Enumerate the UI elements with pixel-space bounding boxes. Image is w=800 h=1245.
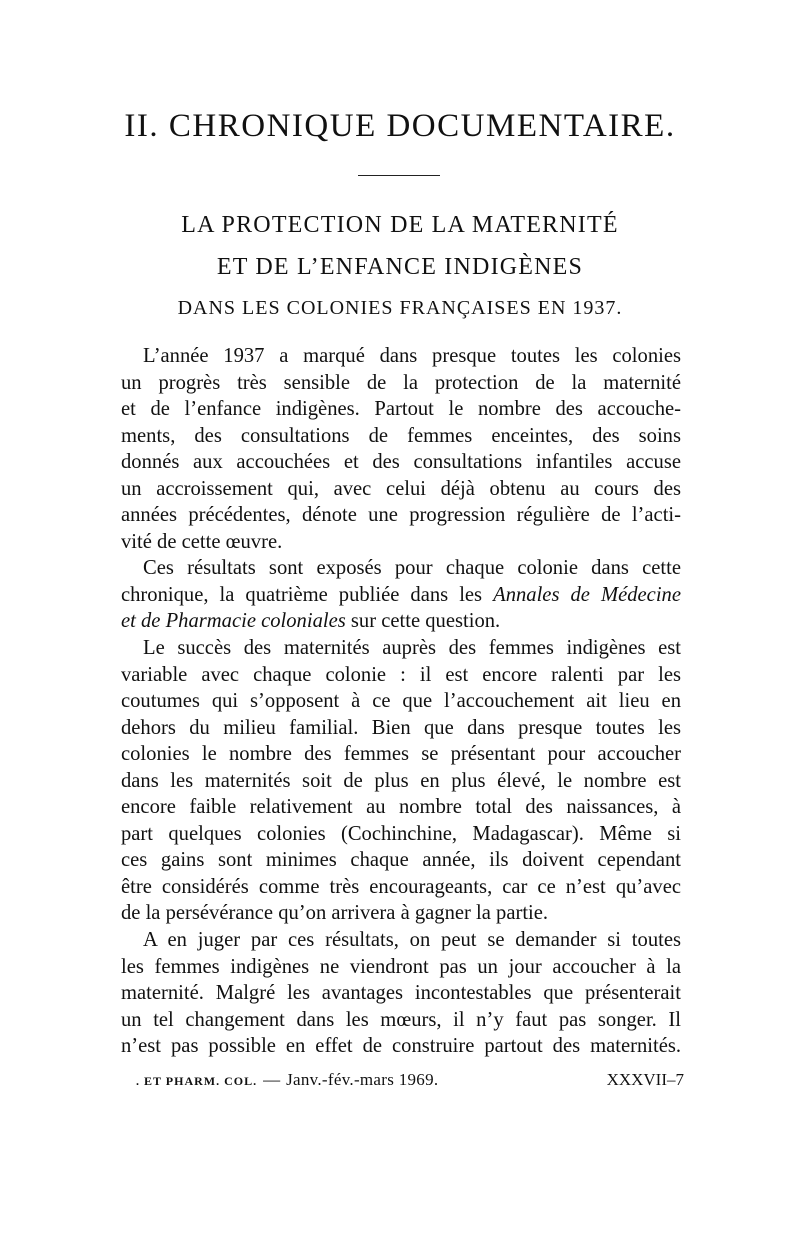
body-line-with-reference: [121, 608, 681, 635]
section-title: II. CHRONIQUE DOCUMENTAIRE.: [124, 108, 676, 144]
article-body: [121, 343, 681, 1060]
body-line: n’est pas possible en effet de construire partout des maternités.: [121, 1035, 681, 1058]
body-line: de la persévérance qu’on arrivera à gagner la partie.: [121, 902, 549, 925]
footer-dash: —: [263, 1070, 281, 1089]
body-line: dehors du milieu familial. Bien que dans presque toutes les: [121, 716, 681, 739]
article-title-line-2: ET DE L’ENFANCE INDIGÈNES: [216, 254, 584, 280]
body-line: variable avec chaque colonie : il est encore ralenti par les: [121, 663, 681, 686]
body-line: un progrès très sensible de la protection de la maternité: [121, 371, 681, 394]
body-line: années précédentes, dénote une progression régulière de l’acti-: [121, 504, 681, 527]
body-line-text: chronique, la quatrième publiée dans les: [121, 583, 483, 606]
page-footer: [136, 1070, 684, 1090]
body-line: un tel changement dans les mœurs, il n’y faut pas songer. Il: [121, 1008, 681, 1031]
body-line: L’année 1937 a marqué dans presque toutes les colonies: [143, 345, 681, 367]
body-line: A en juger par ces résultats, on peut se demander si toutes: [143, 929, 681, 952]
body-line: être considérés comme très encourageants, car ce n’est qu’avec: [121, 875, 681, 898]
body-line: ces gains sont minimes chaque année, ils doivent cependant: [121, 849, 681, 872]
body-line: et de l’enfance indigènes. Partout le nombre des accouche-: [121, 398, 681, 421]
body-line: colonies le nombre des femmes se présentant pour accoucher: [121, 743, 681, 766]
journal-reference-part-2: et de Pharmacie coloniales: [121, 610, 346, 633]
body-line-text: sur cette question.: [350, 610, 501, 633]
body-line-with-reference: [121, 582, 681, 609]
body-line: les femmes indigènes ne viendront pas un jour accoucher à la: [121, 955, 681, 978]
article-title-line-3: DANS LES COLONIES FRANÇAISES EN 1937.: [177, 297, 623, 319]
body-line: un accroissement qui, avec celui déjà obtenu au cours des: [121, 477, 681, 500]
journal-reference-part-1: Annales de Médecine: [493, 583, 681, 606]
body-line: donnés aux accouchées et des consultations infantiles accuse: [121, 451, 681, 474]
footer-citation: [136, 1070, 438, 1090]
footer-folio: XXXVII–7: [606, 1070, 684, 1089]
body-line: ments, des consultations de femmes enceintes, des soins: [121, 424, 681, 447]
body-line: maternité. Malgré les avantages incontestables que présenterait: [121, 982, 681, 1005]
article-title-line-1: LA PROTECTION DE LA MATERNITÉ: [181, 212, 619, 238]
footer-date: Janv.-fév.-mars 1969.: [286, 1070, 439, 1089]
title-divider: [358, 175, 440, 176]
body-line: Ces résultats sont exposés pour chaque colonie dans cette: [143, 557, 681, 580]
body-line: Le succès des maternités auprès des femmes indigènes est: [143, 637, 681, 660]
footer-journal: . ET PHARM. COL.: [136, 1074, 258, 1088]
body-line: encore faible relativement au nombre total des naissances, à: [121, 796, 681, 819]
body-line: dans les maternités soit de plus en plus élevé, le nombre est: [121, 769, 681, 792]
body-line: coutumes qui s’opposent à ce que l’accouchement ait lieu en: [121, 690, 681, 713]
body-line: part quelques colonies (Cochinchine, Madagascar). Même si: [121, 822, 681, 845]
body-line: vité de cette œuvre.: [121, 530, 283, 553]
